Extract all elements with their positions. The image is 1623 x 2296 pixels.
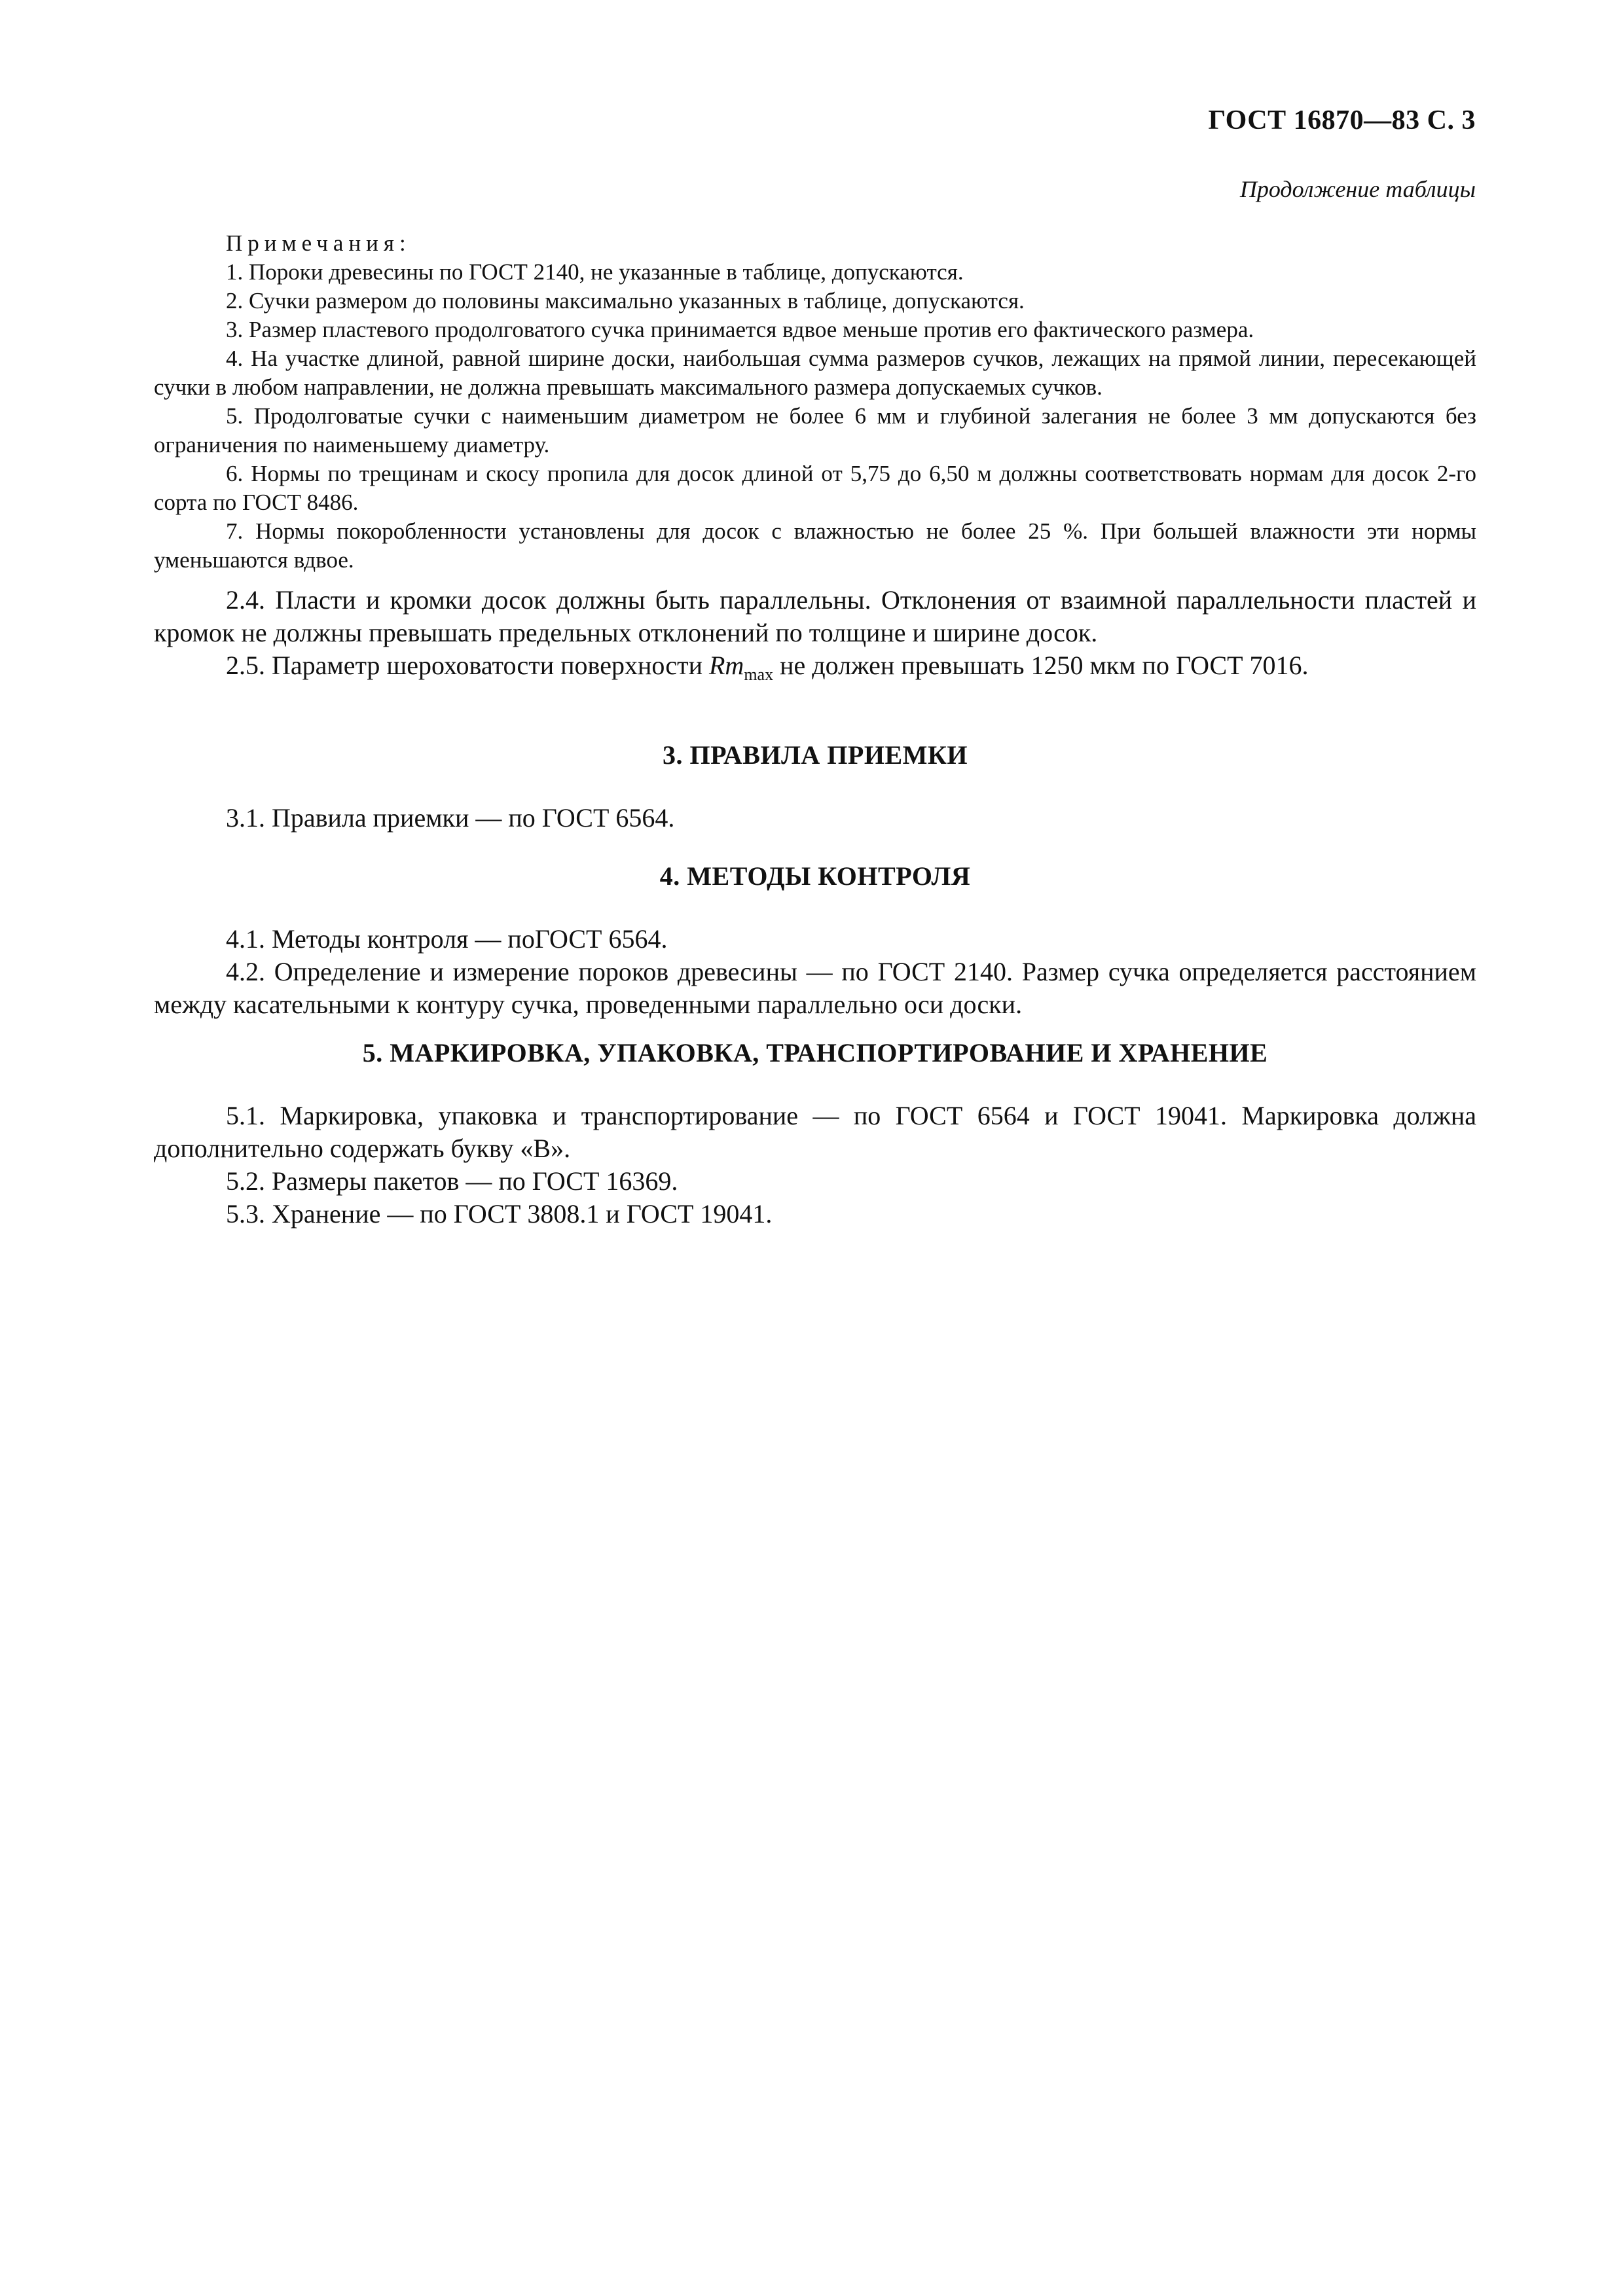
clause-5-2: 5.2. Размеры пакетов — по ГОСТ 16369. (226, 1166, 678, 1196)
clause-5-3: 5.3. Хранение — по ГОСТ 3808.1 и ГОСТ 19041. (226, 1199, 773, 1229)
note-item: 6. Нормы по трещинам и скосу пропила для досок длиной от 5,75 до 6,50 м должны соответствовать нормам для досок 2-го сорта по ГОСТ 8486. (154, 461, 1476, 515)
clause-4-2: 4.2. Определение и измерение пороков древесины — по ГОСТ 2140. Размер сучка определяется расстоянием между касательными к контуру сучка, проведенными параллельно оси доски. (154, 957, 1476, 1019)
clause-2-5-text-end: не должен превышать 1250 мкм по ГОСТ 7016. (773, 651, 1309, 680)
running-header: ГОСТ 16870—83 С. 3 (1208, 105, 1476, 135)
section-heading-control-methods: 4. МЕТОДЫ КОНТРОЛЯ (659, 861, 971, 891)
table-notes (154, 229, 1476, 575)
section-2-clauses (154, 584, 1476, 691)
section-4-clauses (154, 923, 1476, 1021)
note-item: 1. Пороки древесины по ГОСТ 2140, не указанные в таблице, допускаются. (226, 259, 964, 285)
section-3-clauses (154, 802, 1476, 834)
roughness-symbol-subscript: max (744, 665, 774, 684)
clause-4-1: 4.1. Методы контроля — поГОСТ 6564. (226, 924, 668, 954)
section-5-clauses (154, 1100, 1476, 1230)
clause-2-5-text-start: 2.5. Параметр шероховатости поверхности (226, 651, 709, 680)
note-item: 4. На участке длиной, равной ширине доски, наибольшая сумма размеров сучков, лежащих на прямой линии, пересекающей сучки в любом направлении, не должна превышать максимального размера допускаемых сучков. (154, 346, 1476, 400)
clause-2-5 (154, 649, 1476, 691)
note-item: 3. Размер пластевого продолговатого сучка принимается вдвое меньше против его фактического размера. (226, 317, 1254, 342)
note-item: 2. Сучки размером до половины максимально указанных в таблице, допускаются. (226, 288, 1025, 314)
clause-3-1: 3.1. Правила приемки — по ГОСТ 6564. (226, 803, 675, 833)
clause-2-4: 2.4. Пласти и кромки досок должны быть параллельны. Отклонения от взаимной параллельности пластей и кромок не должны превышать предельных отклонений по толщине и ширине досок. (154, 585, 1476, 647)
section-heading-marking-storage: 5. МАРКИРОВКА, УПАКОВКА, ТРАНСПОРТИРОВАНИЕ И ХРАНЕНИЕ (362, 1038, 1268, 1067)
roughness-symbol: Rm (709, 651, 744, 680)
section-heading-acceptance: 3. ПРАВИЛА ПРИЕМКИ (662, 740, 968, 770)
note-item: 7. Нормы покоробленности установлены для досок с влажностью не более 25 %. При большей влажности эти нормы уменьшаются вдвое. (154, 518, 1476, 573)
clause-5-1: 5.1. Маркировка, упаковка и транспортирование — по ГОСТ 6564 и ГОСТ 19041. Маркировка должна дополнительно содержать букву «В». (154, 1101, 1476, 1163)
notes-heading: Примечания: (226, 230, 411, 256)
note-item: 5. Продолговатые сучки с наименьшим диаметром не более 6 мм и глубиной залегания не более 3 мм допускаются без ограничения по наименьшему диаметру. (154, 403, 1476, 457)
table-continuation-label: Продолжение таблицы (1239, 176, 1476, 202)
